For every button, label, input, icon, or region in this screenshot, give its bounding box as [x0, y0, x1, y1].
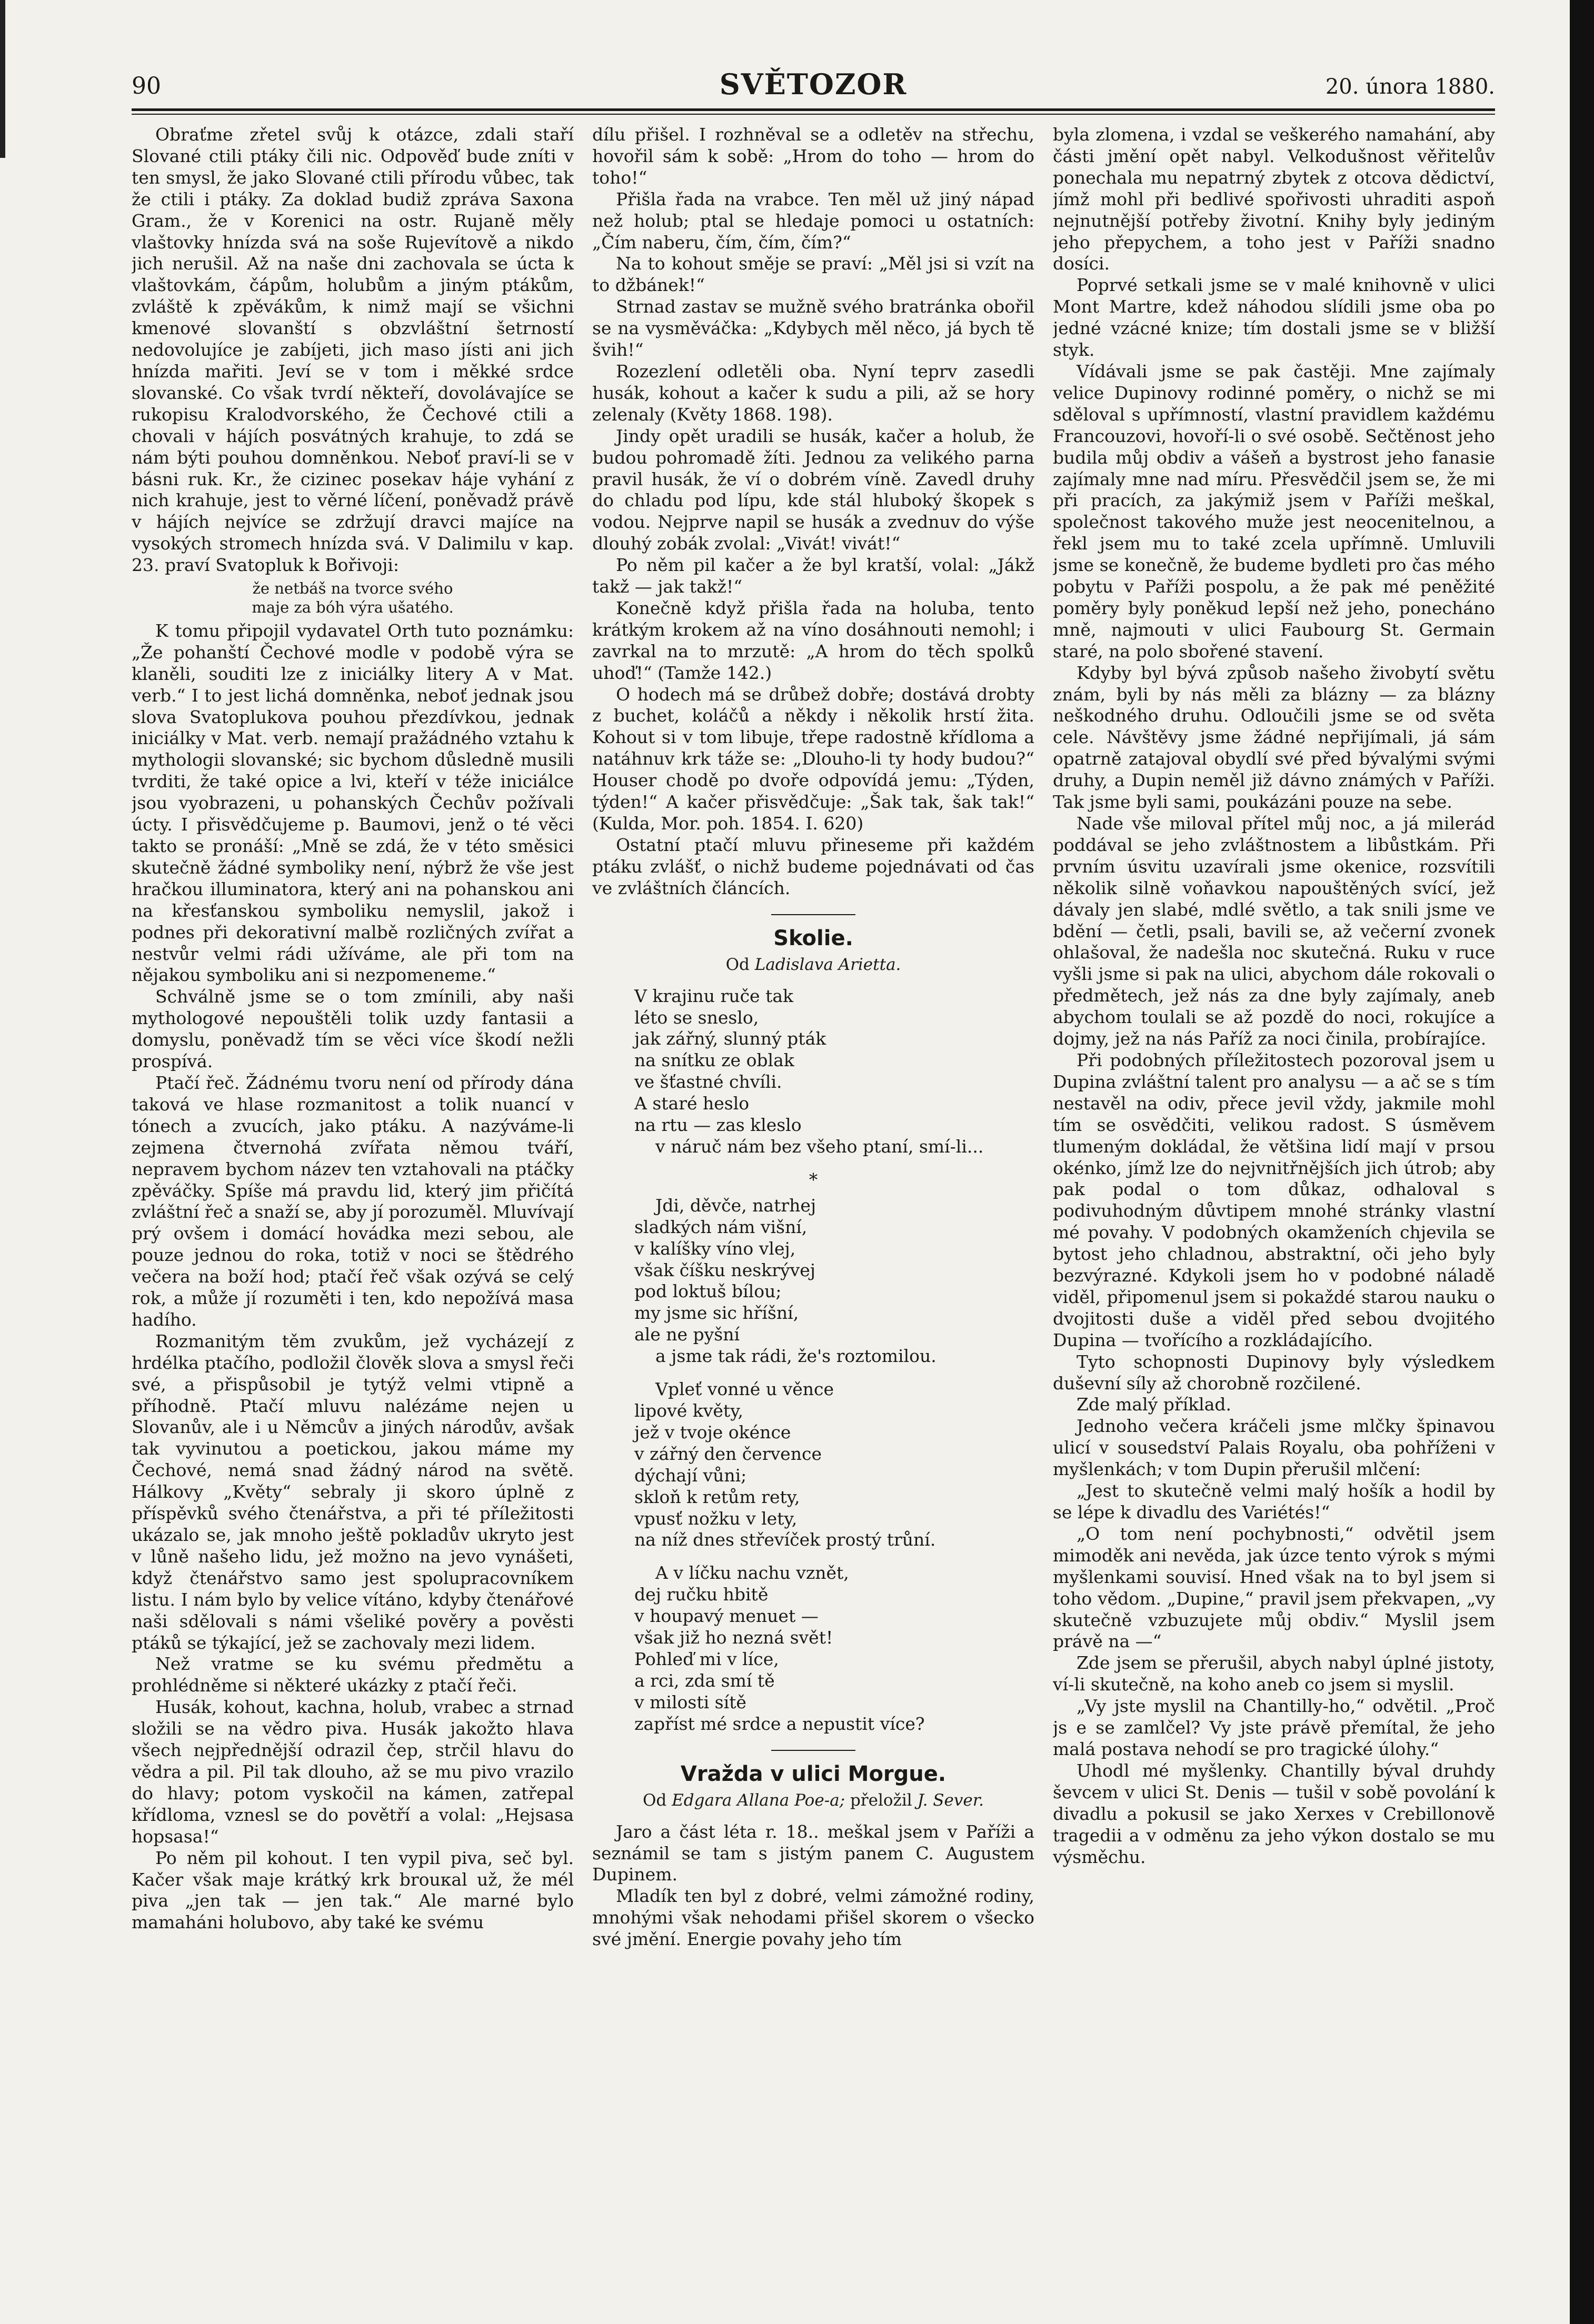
- paragraph: Po něm pil kohout. I ten vypil piva, seč byl. Kačer však maje krátký krk brouкal už, že mél piva „jen tak — jen tak.“ Ale marné bylo mamaháni holubovo, aby také ke svému: [132, 1847, 574, 1933]
- poem-line: v náruč nám bez všeho ptaní, smí-li...: [655, 1136, 984, 1157]
- poem-line: lipové květy,: [634, 1400, 743, 1421]
- vrazda-title: Vražda v ulici Morgue.: [680, 1761, 947, 1786]
- paragraph: „Vy jste myslil na Chantilly-ho,“ odvětil. „Proč js e se zamlčel? Vy jste právě přemítal, že jeho malá postava nehodí se pro tragické úlohy.“: [1053, 1696, 1495, 1759]
- paragraph: Jaro a část léta r. 18.. meškal jsem v Paříži a seznámil se tam s jistým panem C. Augustem Dupinem.: [592, 1821, 1034, 1885]
- stanza-2: [634, 1195, 1034, 1367]
- paragraph: Strnad zastav se mužně svého bratránka obořil se na vysměváčka: „Kdybych měl něco, já bych tě švih!“: [592, 296, 1034, 360]
- paragraph: Jednoho večera kráčeli jsme mlčky špinavou ulicí v sousedství Palais Royalu, oba pohříženi v myšlenkách; v tom Dupin přerušil mlčení:: [1053, 1416, 1495, 1480]
- poem-line: vpusť nožku v lety,: [634, 1508, 798, 1529]
- scan-edge-left: [0, 0, 5, 158]
- poem-line: Pohleď mi v líce,: [634, 1648, 779, 1669]
- paragraph: Zde jsem se přerušil, abych nabyl úplné jistoty, ví-li skutečně, na koho aneb co jsem si myslil.: [1053, 1652, 1495, 1695]
- poem-line: na níž dnes střevíček prostý trůní.: [634, 1529, 936, 1550]
- dalimil-quote: [132, 579, 574, 617]
- stanza-3: [634, 1379, 1034, 1551]
- paragraph: Obraťme zřetel svůj k otázce, zdali staří Slované ctili ptáky čili nic. Odpověď bude zníti v ten smysl, že jako Slované ctili přírodu vůbec, tak že ctili i ptáky. Za doklad budiž zpráva Saxona Gram., že v Korenici na ostr. Rujaně měly vlaštovky hnízda svá na sošе Rujevítově a nikdo jich nerušil. Až na naše dni zachovala se úcta k vlaštovkám, čápům, holubům a jiným ptákům, zvláště k zpěvákům, k nimž mají se všichni kmenové slovanští s obzvláštní šetrností nedovolujíce je zabíjeti, jich maso jísti ani jich hnízda mařiti. Jeví se v tom i měkké srdce slovanské. Co však tvrdí někteří, dovolávajíce se rukopisu Kralodvorského, že Čechové ctili a chovali v hájích posvátných krahuje, to zdá se nám býti pouhou domněnkou. Neboť praví-li se v básni ruk. Kr., že cizinec posekav háje vyhání z nich krahuje, jest to věrné líčení, poněvadž právě v hájích nejvíce se zdržují dravci majíce na vysokých stromech hnízda svá. V Dalimilu v kap. 23. praví Svatopluk k Bořivoji:: [132, 124, 574, 576]
- translator-prefix: přeložil: [850, 1791, 912, 1810]
- poem-line: léto se sneslo,: [634, 1007, 759, 1028]
- poem-line: zapříst mé srdce a nepustit více?: [634, 1713, 925, 1734]
- paragraph: Zde malý příklad.: [1077, 1394, 1232, 1415]
- poem-line: Jdi, děvče, natrhej: [655, 1195, 816, 1216]
- page-header: [132, 67, 1495, 109]
- poem-line: jež v tvoje okénce: [634, 1421, 791, 1443]
- poem-line: sladkých nám višní,: [634, 1216, 808, 1237]
- poem-line: a jsme tak rádi, že's roztomilou.: [655, 1346, 937, 1367]
- byline-author: Edgara Allana Poe-a;: [672, 1791, 845, 1810]
- paragraph: Uhodl mé myšlenky. Chantilly býval druhdy ševcem v ulici St. Denis — tušil v sobě povolání k divadlu a pokusil se jako Xerxes v Crebillonově tragedii a v odměnu za jeho výkon dostalo se mu výsměchu.: [1053, 1760, 1495, 1867]
- scan-edge-right: [1570, 0, 1594, 2324]
- paragraph: Na to kohout směje se praví: „Měl jsi si vzít na to džbánek!“: [592, 253, 1034, 296]
- poem-line: A v líčku nachu vznět,: [655, 1562, 849, 1584]
- poem-line: však již ho nezná svět!: [634, 1627, 833, 1648]
- paragraph: Ptačí řeč. Žádnému tvoru není od přírody dána taková ve hlase rozmanitost a tolik nuancí v tónech a zvucích, jako ptáku. A nazýváme-li zejmena čtvernohá zvířata němou tváří, nepravem bychom název ten vztahovali na ptáčky zpěváčky. Spíše má pravdu lid, který jim přičítá zvláštní řeč a snaží se, aby jí porozuměl. Mluvívají prý ovšem i domácí hovádka mezi sebou, ale pouze jednou do roka, totiž v noci se štědrého večera na boží hod; ptačí řeč však ozývá se celý rok, a může jí rozuměti i ten, kdo nepožívá masa hadího.: [132, 1072, 574, 1330]
- skolie-byline: [592, 955, 1034, 975]
- poem-line: dej ručku hbitě: [634, 1584, 769, 1605]
- poem-line: jak zářný, slunný pták: [634, 1028, 826, 1049]
- paragraph: „Jest to skutečně velmi malý hošík a hodil by se lépe k divadlu des Variétés!“: [1053, 1480, 1495, 1522]
- paragraph: Při podobných příležitostech pozoroval jsem u Dupina zvláštní talent pro analysu — a ač se s tím nestavěl na odiv, přece jevil vždy, jakmile mohl tím se osvědčiti, velikou radost. S úsměvem tlumeným dokládal, že většina lidí mají v prsou okénko, jímž lze do nejvnitřnějších jich útrob; aby pak podal o tom důkaz, odhaloval s podivuhodným důvtipem mnohé stránky vlastní mé povahy. V podobných okamženích chjevila se bytost jeho chladnou, abstraktní, oči jeho byly bezvýrazné. Kdykoli jsem ho v podobné náladě viděl, připomenul jsem si pokaždé starou nauku o dvojitosti duše a viděl před sebou dvojitého Dupina — tvořícího a rozkládajícího.: [1053, 1049, 1495, 1350]
- poem-line: ve šťastné chvíli.: [634, 1071, 782, 1093]
- quote-line: že netbáš na tvorce svého: [252, 579, 453, 598]
- byline-prefix: Od: [643, 1791, 667, 1810]
- column-3: [1053, 124, 1495, 2271]
- poem-line: v milosti sítě: [634, 1691, 746, 1712]
- paragraph: Jindy opět uradili se husák, kačer a holub, že budou pohromadě žíti. Jednou za velikého parna pravil husák, že ví o dobrém víně. Zavedl druhy do chladu pod lípu, kde stál hluboký škopek s vodou. Nejprve napil se husák a zvednuv do výše dlouhý zobák zvolal: „Vivát! vivát!“: [592, 425, 1034, 554]
- paragraph: Nade vše miloval přítel můj noc, a já milerád poddával se jeho zvláštnostem a libůstkám. Při prvním úsvitu uzavírali jsme okenice, rozsvítili několik silně voňavkou napouštěných svící, jež dávaly jen slabé, mdlé světlo, a tak snili jsme ve bdění — četli, psali, bavili se, až večerní zvonek ohlašoval, že nadešla noc skutečná. Ruku v ruce vyšli jsme si pak na ulici, abychom dále rokovali o předmětech, jež nás za dne byly zajímaly, aneb abychom toulali se až pozdě do noci, rokujíce a dojmy, jež na nás Paříž za noci činila, probírajíce.: [1053, 813, 1495, 1049]
- paragraph: O hodech má se drůbež dobře; dostává drobty z buchet, koláčů a někdy i několik hrstí žita. Kohout si v tom libuje, třepe radostně křídloma a natáhnuv krk táže se: „Dlouho-li ty hody budou?“ Houser chodě po dvoře odpovídá jemu: „Týden, týden!“ A kačer přisvědčuje: „Šak tak, šak tak!“ (Kulda, Mor. poh. 1854. I. 620): [592, 684, 1034, 834]
- byline-author: Ladislava Arietta.: [754, 955, 901, 975]
- poem-line: na snítku ze oblak: [634, 1050, 794, 1071]
- paragraph: Mladík ten byl z dobré, velmi zámožné rodiny, mnohými však nehodami přišel skorem o všecko své jmění. Energie povahy jeho tím: [592, 1886, 1034, 1950]
- paragraph: K tomu připojil vydavatel Orth tuto poznámku: „Že pohanští Čechové modle v podobě výra se klaněli, souditi lze z iniciálky litery A v Mat. verb.“ I to jest lichá domněnka, neboť jednak jsou slova Svatoplukova pouhou přezdívkou, jednak iniciálky v Mat. verb. nemají pražádného vztahu k mythologii slovanské; sic bychom důsledně musili tvrditi, že také opice a lvi, kteří v téže iniciálce jsou vyobrazeni, u pohanských Čechův požívali úcty. I přisvědčujeme p. Baumovi, jenž o té věci takto se pronáší: „Mně se zdá, že v této směsici skutečně žádné symboliky není, nýbrž že vše jest hračkou illuminatora, který ani na pohanskou ani na křesťanskou symboliku nemyslil, jakož i podnes při dekorativní malbě rozličných zvířat a nestvůr velmi rádi užíváme, ale při tom na nějakou symboliku ani si nezpomeneme.“: [132, 620, 574, 986]
- paragraph: dílu přišel. I rozhněval se a odletěv na střechu, hovořil sám k sobě: „Hrom do toho — hrom do toho!“: [592, 124, 1034, 188]
- poem-line: V krajinu ruče tak: [634, 985, 794, 1006]
- poem-line: v zářný den července: [634, 1443, 822, 1464]
- page-number: 90: [132, 73, 161, 99]
- paragraph: Vídávali jsme se pak častěji. Mne zajímaly velice Dupinovy rodinné poměry, o nichž se mi sděloval s upřímností, vlastní pravidlem každému Francouzovi, hovoří-li o své osobě. Sečtěnost jeho budila můj obdiv a vášeň a bystrost jeho fanasie zajímaly mne nad míru. Přesvědčil jsem se, že mi při pracích, za jakýmiž jsem v Paříži meškal, společnost takového muže jest neocenitelnou, a řekl jsem mu to také zcela upřímně. Umluvili jsme se konečně, že budeme bydleti pro čas mého pobytu v Paříži pospolu, a že pak mé peněžité poměry byly poněkud lepší než jeho, ponecháno mně, najmouti v ulici Faubourg St. Germain staré, na polo sbořené stavení.: [1053, 360, 1495, 662]
- skolie-title: Skolie.: [773, 926, 853, 950]
- header-rule-thin: [132, 114, 1495, 115]
- byline-prefix: Od: [725, 955, 750, 975]
- section-divider: [771, 1750, 855, 1751]
- skolie-poem: [592, 986, 1034, 1735]
- poem-line: v houpavý menuet —: [634, 1606, 819, 1627]
- vrazda-byline: [592, 1790, 1034, 1810]
- poem-line: skloň k retům rety,: [634, 1486, 800, 1507]
- paragraph: byla zlomena, i vzdal se veškerého namahání, aby části jmění opět nabyl. Velkodušnost věřitelův ponechala mu nepatrný zbytek z otcova dědictví, jímž mohl při bedlivé spořivosti uhraditi aspoň nejnutnější potřeby životní. Knihy byly jediným jeho přepychem, a toho jest v Paříži snadno dosíci.: [1053, 124, 1495, 274]
- poem-line: v kalíšky víno vlej,: [634, 1238, 796, 1259]
- poem-line: Vpleť vonné u věnce: [655, 1379, 834, 1400]
- paragraph: Schválně jsme se o tom zmínili, aby naši mythologové nepouštěli tolik uzdy fantasii a domyslu, poněvadž tím se věci více škodí nežli prospívá.: [132, 986, 574, 1072]
- quote-line: maje za bóh výra ušatého.: [252, 598, 454, 616]
- poem-asterisk: *: [809, 1169, 818, 1190]
- poem-line: A staré heslo: [634, 1093, 750, 1114]
- paragraph: Husák, kohout, kachna, holub, vrabec a strnad složili se na vědro piva. Husák jakožto hlava všech nejpřednější odrazil čep, strčil hlavu do vědra a pil. Pil tak dlouho, až se mu pivo vrazilo do hlavy; potom vyskočil na kámen, zatřepal křídloma, vznesl se do povětří a volal: „Hejsasa hopsasa!“: [132, 1697, 574, 1847]
- poem-line: však číšku neskrývej: [634, 1259, 815, 1280]
- paragraph: „O tom není pochybnosti,“ odvětil jsem mimoděk ani nevěda, jak úzce tento výrok s mými myšlenkami souvisí. Hned však na to byl jsem si toho vědom. „Dupine,“ pravil jsem překvapen, „vy skutečně vzbuzujete můj obdiv.“ Myslil jsem právě na —“: [1053, 1523, 1495, 1652]
- paragraph: Rozezlení odletěli oba. Nyní teprv zasedli husák, kohout a kačer k sudu a pili, až se hory zelenaly (Květy 1868. 198).: [592, 360, 1034, 425]
- paragraph: Poprvé setkali jsme se v malé knihovně v ulici Mont Martre, kdež náhodou slídili jsme oba po jedné vzácné knize; tím dostali jsme se v bližší styk.: [1053, 275, 1495, 360]
- column-1: [132, 124, 574, 2271]
- poem-line: ale ne pyšní: [634, 1324, 740, 1345]
- paragraph: Konečně když přišla řada na holuba, tento krátkým krokem až na víno dosáhnouti nemohl; i zavrkal na to mrzutě: „A hrom do těch spolků uhoď!“ (Tamže 142.): [592, 597, 1034, 683]
- paragraph: Kdyby byl bývá způsob našeho živobytí světu znám, byli by nás měli za blázny — za blázny neškodného druhu. Odloučili jsme se od světa cele. Návštěvy jsme žádné nepřijímali, já sám opatrně zatajoval obydlí své před bývalými svými druhy, a Dupin neměl již dávno známých v Paříži. Tak jsme byli sami, poukázáni pouze na sebe.: [1053, 662, 1495, 813]
- paragraph: Než vratme se ku svému předmětu a prohlédněme si některé ukázky z ptačí řeči.: [132, 1654, 574, 1696]
- poem-line: my jsme sic hříšní,: [634, 1303, 799, 1324]
- paragraph: Ostatní ptačí mluvu přineseme při každém ptáku zvlášť, o nichž budeme pojednávati od čas ve zvláštních článcích.: [592, 834, 1034, 898]
- byline-translator: J. Sever.: [917, 1791, 984, 1810]
- paragraph: Tyto schopnosti Dupinovy byly výsledkem duševní síly až chorobně rozčilené.: [1053, 1351, 1495, 1394]
- masthead: SVĚTOZOR: [719, 67, 908, 101]
- poem-line: na rtu — zas kleslo: [634, 1115, 802, 1136]
- section-divider: [771, 914, 855, 915]
- header-rule: [132, 108, 1495, 111]
- issue-date: 20. února 1880.: [1325, 75, 1495, 99]
- stanza-1: [634, 986, 1034, 1158]
- stanza-4: [634, 1562, 1034, 1735]
- poem-line: dýchají vůni;: [634, 1465, 747, 1486]
- paragraph: Rozmanitým těm zvukům, jež vycházejí z hrdélka ptačího, podložil člověk slova a smysl řeči své, a přispůsobil je tytýž velmi vtipně a příhodně. Ptačí mluvu nalézáme nejen u Slovanův, ale i u Němcův a jiných národův, avšak tak vyvinutou a poetickou, jakou máme my Čechové, nemá snad žádný národ na světě. Hálkovy „Květy“ sebraly ji skoro úplně z příspěvků svého čtenářstva, a při té příležitosti ukázalo se, jak mnoho ještě pokladův ukryto jest v lůně našeho lidu, jež možno na jevo vynášeti, když čtenářstvo samo jest spolupracovníkem listu. I nám bylo by velice vítáno, kdyby čtenářové naši sdělovali s námi všeliké pověry a pověsti ptáků se týkající, jež se zachovaly mezi lidem.: [132, 1330, 574, 1653]
- paragraph: Přišla řada na vrabce. Ten měl už jiný nápad než holub; ptal se hledaje pomoci u ostatních: „Čím naberu, čím, čím, čím?“: [592, 188, 1034, 253]
- column-2: [592, 124, 1034, 2271]
- poem-line: pod loktuš bílou;: [634, 1281, 782, 1302]
- poem-line: a rci, zda smí tě: [634, 1670, 775, 1691]
- paragraph: Po něm pil kačer a že byl kratší, volal: „Jákž takž — jak takž!“: [592, 555, 1034, 597]
